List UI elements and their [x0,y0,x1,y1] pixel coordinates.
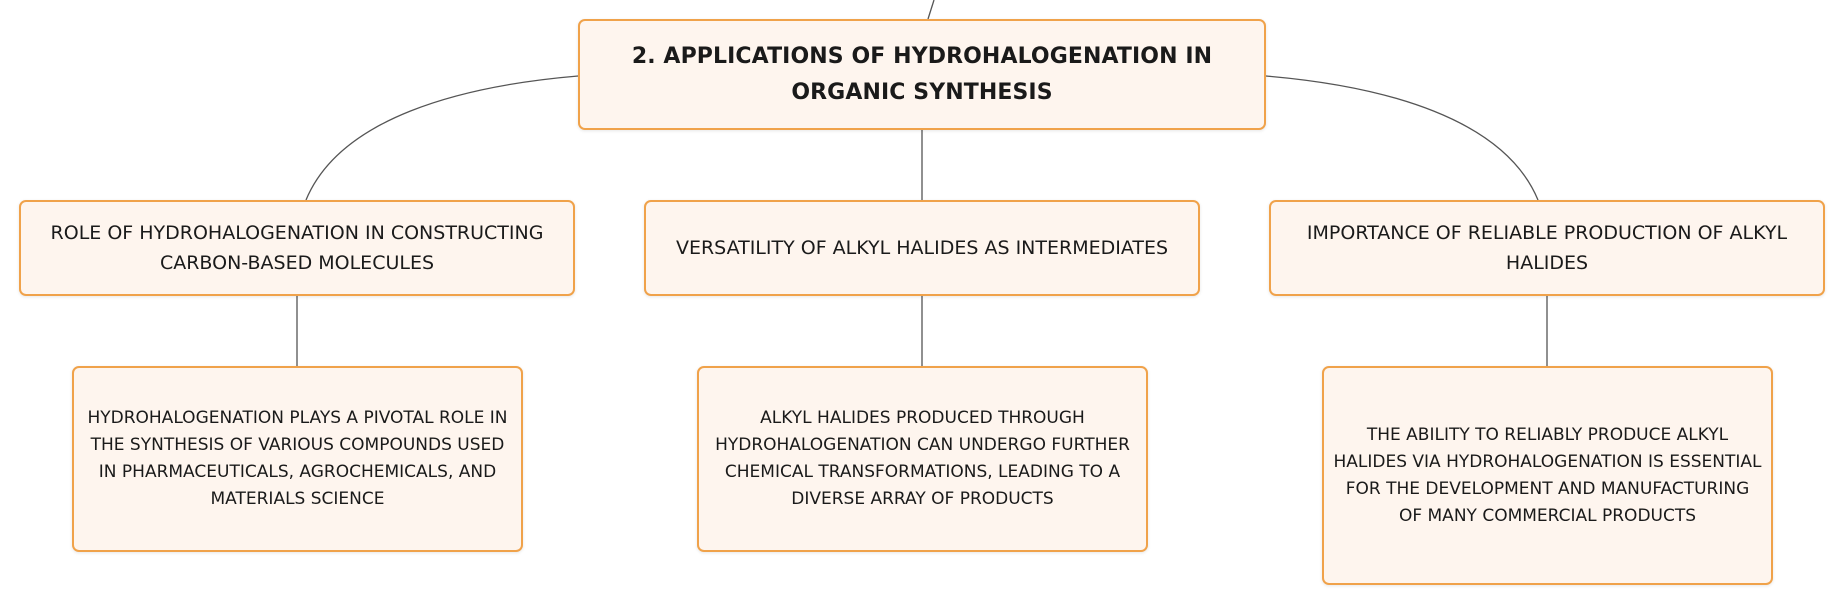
detail-text: HYDROHALOGENATION PLAYS A PIVOTAL ROLE IN THE SYNTHESIS OF VARIOUS COMPOUNDS USED IN PHARMACEUTICALS, AGROCHEMICALS, AND MATERIALS SCIENCE [87,408,508,509]
detail-text: ALKYL HALIDES PRODUCED THROUGH HYDROHALOGENATION CAN UNDERGO FURTHER CHEMICAL TRANSFORMATIONS, LEADING TO A DIVERSE ARRAY OF PRODUCTS [715,408,1130,509]
connector-root-to-branch-1 [306,76,578,200]
branch-label: IMPORTANCE OF RELIABLE PRODUCTION OF ALKYL HALIDES [1306,222,1788,274]
root-topic-node[interactable] [578,19,1266,130]
connector-root-to-branch-3 [1266,76,1538,200]
detail-node-commercial-products[interactable] [1322,366,1773,585]
branch-node-versatility-of-alkyl-halides[interactable] [644,200,1200,296]
root-topic-label: 2. APPLICATIONS OF HYDROHALOGENATION IN ORGANIC SYNTHESIS [631,43,1213,105]
connector-parent-to-root [928,0,934,19]
branch-label: VERSATILITY OF ALKYL HALIDES AS INTERMEDIATES [675,237,1169,259]
branch-node-importance-of-reliable-production[interactable] [1269,200,1825,296]
branch-node-role-of-hydrohalogenation[interactable] [19,200,575,296]
detail-text: THE ABILITY TO RELIABLY PRODUCE ALKYL HALIDES VIA HYDROHALOGENATION IS ESSENTIAL FOR THE DEVELOPMENT AND MANUFACTURING OF MANY COMMERCIAL PRODUCTS [1333,424,1762,526]
detail-node-further-transformations[interactable] [697,366,1148,552]
branch-label: ROLE OF HYDROHALOGENATION IN CONSTRUCTING CARBON-BASED MOLECULES [50,222,544,274]
detail-node-pivotal-role[interactable] [72,366,523,552]
